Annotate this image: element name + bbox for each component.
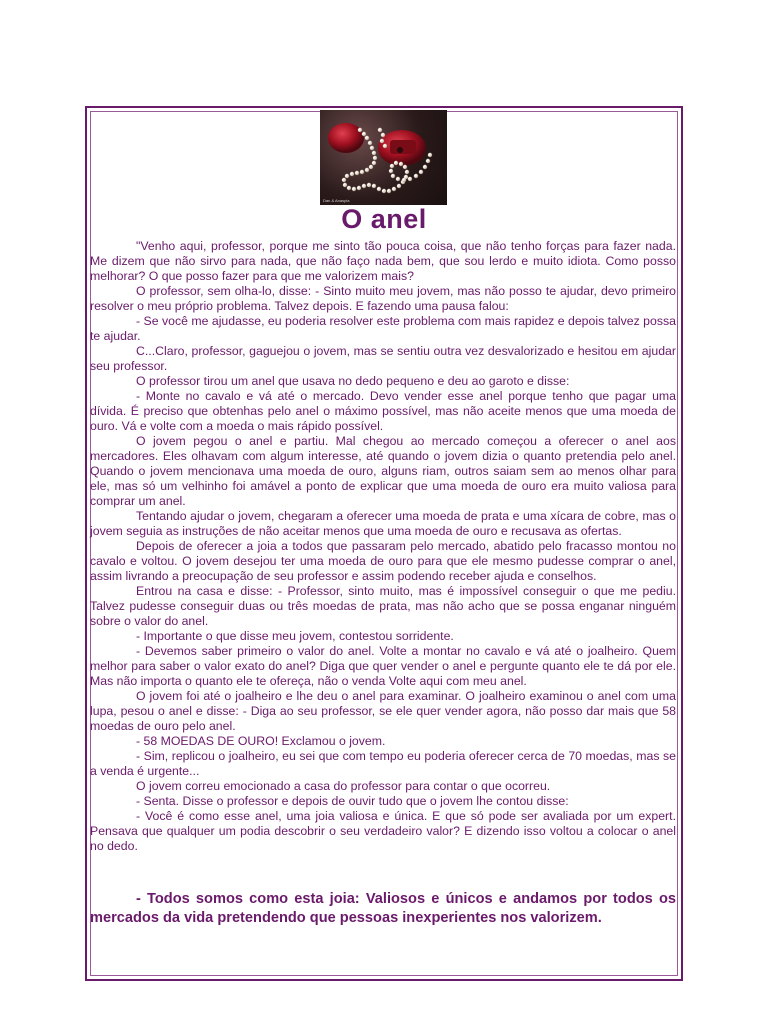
paragraph: "Venho aqui, professor, porque me sinto tão pouca coisa, que não tenho forças para fazer nada. Me dizem que não sirvo para nada, que não faço nada bem, que sou lerdo e muito idiota. Como posso melhorar? O que posso fazer para que me valorizem mais? — [90, 239, 676, 283]
paragraph: - 58 MOEDAS DE OURO! Exclamou o jovem. — [136, 734, 386, 748]
paragraph: O professor, sem olha-lo, disse: - Sinto muito meu jovem, mas não posso te ajudar, devo primeiro resolver o meu próprio problema. Talvez depois. E fazendo uma pausa falou: — [90, 284, 676, 313]
paragraph: Depois de oferecer a joia a todos que passaram pelo mercado, abatido pelo fracasso montou no cavalo e voltou. O jovem desejou ter uma moeda de ouro para que ele mesmo pudesse comprar o anel, assim livrando a preocupação de seu professor e assim podendo receber ajuda e conselhos. — [90, 539, 676, 583]
paragraph: - Importante o que disse meu jovem, contestou sorridente. — [136, 629, 454, 643]
paragraph: Entrou na casa e disse: - Professor, sinto muito, mas é impossível conseguir o que me pediu. Talvez pudesse conseguir duas ou três moedas de prata, mas não acho que se possa enganar ninguém sobre o valor do anel. — [90, 584, 676, 628]
paragraph: - Se você me ajudasse, eu poderia resolver este problema com mais rapidez e depois talvez possa te ajudar. — [90, 314, 676, 343]
moral-text: - Todos somos como esta joia: Valiosos e únicos e andamos por todos os mercados da vida pretendendo que pessoas inexperientes nos valorizem. — [90, 891, 676, 926]
paragraph: O jovem foi até o joalheiro e lhe deu o anel para examinar. O joalheiro examinou o anel com uma lupa, pesou o anel e disse: - Diga ao seu professor, se ele quer vender agora, não posso dar mais que 58 moedas de ouro pelo anel. — [90, 689, 676, 733]
paragraph: - Monte no cavalo e vá até o mercado. Devo vender esse anel porque tenho que pagar uma dívida. É preciso que obtenhas pelo anel o máximo possível, mas não aceite menos que uma moeda de ouro. Vá e volte com a moeda o mais rápido possível. — [90, 389, 676, 433]
story-moral — [90, 890, 676, 928]
story-body — [90, 239, 676, 854]
paragraph: O jovem pegou o anel e partiu. Mal chegou ao mercado começou a oferecer o anel aos mercadores. Eles olhavam com algum interesse, até quando o jovem dizia o quanto pretendia pelo anel. Quando o jovem mencionava uma moeda de ouro, alguns riam, outros saiam sem ao menos olhar para ele, mas só um velhinho foi amável a ponto de explicar que uma moeda de ouro era muito valiosa para comprar um anel. — [90, 434, 676, 508]
paragraph: O professor tirou um anel que usava no dedo pequeno e deu ao garoto e disse: — [136, 374, 570, 388]
paragraph: - Devemos saber primeiro o valor do anel. Volte a montar no cavalo e vá até o joalheiro. Quem melhor para saber o valor exato do anel? Diga que quer vender o anel e pergunte quanto ele te dá por ele. Mas não importa o quanto ele te ofereça, não o venda Volte aqui com meu anel. — [90, 644, 676, 688]
paragraph: C...Claro, professor, gaguejou o jovem, mas se sentiu outra vez desvalorizado e hesitou em ajudar seu professor. — [90, 344, 676, 373]
paragraph: - Sim, replicou o joalheiro, eu sei que com tempo eu poderia oferecer cerca de 70 moedas, mas se a venda é urgente... — [90, 749, 676, 778]
page-title: O anel — [341, 204, 427, 234]
ring-pearls-photo — [320, 110, 447, 205]
paragraph: Tentando ajudar o jovem, chegaram a oferecer uma moeda de prata e uma xícara de cobre, mas o jovem seguia as instruções de não aceitar menos que uma moeda de ouro e recusava as ofertas. — [90, 509, 676, 538]
paragraph: O jovem correu emocionado a casa do professor para contar o que ocorreu. — [136, 779, 551, 793]
photo-caption: Dan & Anaspia — [323, 198, 350, 203]
paragraph: - Senta. Disse o professor e depois de ouvir tudo que o jovem lhe contou disse: — [136, 794, 569, 808]
ring-pearls-illustration — [320, 110, 447, 205]
paragraph: - Você é como esse anel, uma joia valiosa e única. E que só pode ser avaliada por um expert. Pensava que qualquer um podia descobrir o seu verdadeiro valor? E dizendo isso voltou a colocar o anel no dedo. — [90, 809, 676, 853]
